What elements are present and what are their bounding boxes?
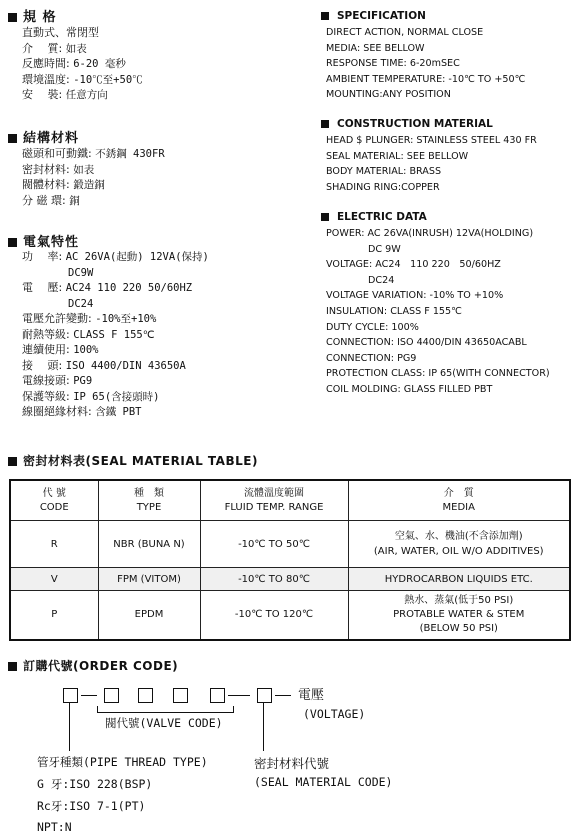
list-item: COIL MOLDING: GLASS FILLED PBT (326, 383, 493, 395)
list-item (22, 373, 209, 389)
valve-code-label: 閥代號(VALVE CODE) (105, 716, 223, 730)
list-item: DIRECT ACTION, NORMAL CLOSE (326, 27, 484, 38)
thread-npt: NPT:N (37, 820, 72, 834)
list-item: PROTECTION CLASS: IP 65(WITH CONNECTOR) (326, 368, 550, 380)
list-item (22, 146, 165, 162)
list-item (22, 265, 209, 281)
seal-table-heading: 密封材料表(SEAL MATERIAL TABLE) (8, 452, 258, 469)
list-item: SHADING RING:COPPER (326, 181, 440, 193)
item-label: 線圈絕緣材料: (22, 405, 92, 418)
item-label: 反應時間: (22, 57, 70, 70)
list-item (22, 249, 209, 265)
item-value: CLASS F 155℃ (73, 328, 155, 341)
cell-type: EPDM (98, 591, 200, 641)
seal-material-table (9, 479, 571, 641)
item-value: -10℃至+50℃ (73, 73, 143, 86)
table-row (10, 568, 570, 591)
item-label: 功 率: (22, 250, 63, 263)
item-label: 環境溫度: (22, 72, 70, 86)
spec-cn-list (22, 25, 143, 103)
item-value: 銅 (69, 194, 80, 207)
cell-type: NBR (BUNA N) (98, 521, 200, 568)
spec-en-heading: SPECIFICATION (321, 10, 426, 22)
construction-en-list (326, 133, 537, 195)
list-item (22, 404, 209, 420)
code-box-seal (257, 688, 272, 703)
spec-en-list (326, 25, 525, 103)
item-label: 連續使用: (22, 343, 70, 356)
list-item (22, 72, 143, 88)
list-item (22, 162, 165, 178)
item-value: 如表 (73, 163, 95, 176)
list-item (22, 193, 165, 209)
item-value: AC24 110 220 50/60HZ (65, 282, 193, 294)
list-item: BODY MATERIAL: BRASS (326, 166, 442, 178)
cell-media: 空氣、水、機油(不含添加劑) (AIR, WATER, OIL W/O ADDITIVES) (348, 521, 570, 568)
code-dash (275, 695, 291, 696)
item-label: 接 頭: (22, 358, 63, 372)
cell-media: 熱水、蒸氣(低于50 PSI) PROTABLE WATER & STEM (BELOW 50 PSI) (348, 591, 570, 641)
voltage-label-cn: 電壓 (298, 688, 325, 703)
code-box-thread (63, 688, 78, 703)
list-item (22, 358, 209, 374)
list-item: AMBIENT TEMPERATURE: -10℃ TO +50℃ (326, 73, 526, 85)
list-item: RESPONSE TIME: 6-20mSEC (326, 58, 460, 70)
cell-code: V (10, 568, 98, 591)
cell-code: R (10, 521, 98, 568)
list-item (22, 177, 165, 193)
list-item (22, 389, 209, 405)
cell-range: -10℃ TO 50℃ (200, 521, 348, 568)
list-item: VOLTAGE VARIATION: -10% TO +10% (326, 290, 504, 302)
header-range: 流體溫度範圍 FLUID TEMP. RANGE (200, 480, 348, 521)
cell-range: -10℃ TO 120℃ (200, 591, 348, 641)
list-item: SEAL MATERIAL: SEE BELLOW (326, 150, 469, 162)
item-label: 安 裝: (22, 88, 63, 101)
item-label: 直動式、常閉型 (22, 26, 99, 39)
item-label: 電線接頭: (22, 374, 70, 387)
electric-en-list (326, 226, 550, 398)
construction-cn-list (22, 146, 165, 208)
item-value: DC24 (68, 297, 94, 310)
list-item: DUTY CYCLE: 100% (326, 321, 419, 333)
list-item (22, 296, 209, 312)
item-value: PG9 (73, 375, 93, 387)
item-label: 保護等級: (22, 389, 70, 403)
code-dash (228, 695, 250, 696)
item-value: 如表 (65, 42, 87, 55)
list-item (22, 327, 209, 343)
bracket-line (97, 712, 234, 713)
item-label: 分 磁 環: (22, 193, 66, 207)
item-value: DC9W (68, 266, 94, 279)
list-item: HEAD $ PLUNGER: STAINLESS STEEL 430 FR (326, 135, 537, 146)
code-box-valve-2 (138, 688, 153, 703)
square-bullet-icon (321, 120, 329, 128)
item-value: 不銹鋼 430FR (95, 148, 165, 160)
thread-rc: Rc牙:ISO 7-1(PT) (37, 799, 146, 813)
item-label: 密封材料: (22, 162, 70, 176)
item-value: ISO 4400/DIN 43650A (65, 359, 186, 372)
list-item: DC24 (368, 274, 395, 286)
voltage-label-en: (VOLTAGE) (303, 707, 366, 721)
construction-cn-heading: 結構材料 (8, 127, 79, 146)
item-value: AC 26VA(起動) 12VA(保持) (65, 251, 209, 263)
list-item: CONNECTION: ISO 4400/DIN 43650ACABL (326, 337, 527, 349)
construction-en-heading: CONSTRUCTION MATERIAL (321, 118, 493, 130)
leader-line (69, 703, 70, 751)
cell-range: -10℃ TO 80℃ (200, 568, 348, 591)
list-item (22, 87, 143, 103)
list-item (22, 25, 143, 41)
code-box-valve-3 (173, 688, 188, 703)
square-bullet-icon (8, 457, 17, 466)
item-label: 電 壓: (22, 281, 63, 294)
header-media: 介 質 MEDIA (348, 480, 570, 521)
seal-code-label-cn: 密封材料代號 (254, 756, 330, 771)
item-label: 閥體材料: (22, 178, 70, 191)
item-label: 耐熱等級: (22, 327, 70, 341)
header-code: 代 號 CODE (10, 480, 98, 521)
square-bullet-icon (8, 134, 17, 143)
code-dash (81, 695, 97, 696)
square-bullet-icon (321, 12, 329, 20)
list-item (22, 41, 143, 57)
item-value: 含鐵 PBT (95, 406, 142, 418)
list-item (22, 280, 209, 296)
cell-type: FPM (VITOM) (98, 568, 200, 591)
electric-en-heading: ELECTRIC DATA (321, 211, 427, 223)
item-label: 磁頭和可動鐵: (22, 147, 92, 160)
header-type: 種 類 TYPE (98, 480, 200, 521)
table-header-row (10, 480, 570, 521)
code-box-valve-1 (104, 688, 119, 703)
list-item: DC 9W (368, 243, 401, 255)
list-item: INSULATION: CLASS F 155℃ (326, 305, 462, 317)
item-value: -10%至+10% (95, 313, 157, 325)
seal-code-label-en: (SEAL MATERIAL CODE) (254, 775, 393, 789)
list-item: CONNECTION: PG9 (326, 352, 417, 364)
list-item: MOUNTING:ANY POSITION (326, 89, 451, 101)
list-item (22, 342, 209, 358)
list-item: VOLTAGE: AC24 110 220 50/60HZ (326, 259, 501, 271)
spec-cn-heading: 規 格 (8, 6, 57, 25)
item-value: 100% (73, 344, 99, 356)
item-value: 鍛造銅 (73, 179, 105, 191)
electric-cn-heading: 電氣特性 (8, 231, 79, 250)
code-box-valve-4 (210, 688, 225, 703)
square-bullet-icon (8, 238, 17, 247)
order-code-heading: 訂購代號(ORDER CODE) (8, 657, 178, 674)
leader-line (263, 703, 264, 751)
list-item (22, 56, 143, 72)
cell-media: HYDROCARBON LIQUIDS ETC. (348, 568, 570, 591)
square-bullet-icon (321, 213, 329, 221)
cell-code: P (10, 591, 98, 641)
table-row (10, 521, 570, 568)
electric-cn-list (22, 249, 209, 420)
square-bullet-icon (8, 662, 17, 671)
item-label: 電壓允許變動: (22, 312, 92, 325)
table-row (10, 591, 570, 641)
thread-type-label: 管牙種類(PIPE THREAD TYPE) (37, 755, 208, 769)
thread-g: G 牙:ISO 228(BSP) (37, 777, 153, 791)
item-value: 6-20 毫秒 (73, 58, 126, 70)
square-bullet-icon (8, 13, 17, 22)
item-label: 介 質: (22, 41, 63, 55)
list-item: MEDIA: SEE BELLOW (326, 42, 425, 54)
list-item (22, 311, 209, 327)
list-item: POWER: AC 26VA(INRUSH) 12VA(HOLDING) (326, 228, 534, 239)
item-value: 任意方向 (65, 89, 108, 101)
item-value: IP 65(含接頭時) (73, 390, 160, 403)
